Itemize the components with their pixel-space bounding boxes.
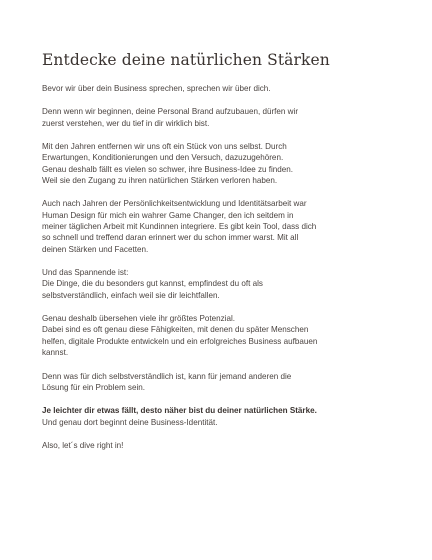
text-line: meiner täglichen Arbeit mit Kundinnen integriere. Es gibt kein Tool, dass dich — [42, 222, 317, 232]
text-line: Also, let´s dive right in! — [42, 440, 124, 450]
paragraph — [42, 313, 392, 359]
text-line: Erwartungen, Konditionierungen und den Versuch, dazuzugehören. — [42, 153, 284, 163]
paragraph — [42, 440, 392, 451]
paragraph — [42, 405, 392, 428]
body-text — [42, 83, 392, 451]
text-line: Weil sie den Zugang zu ihren natürlichen Stärken verloren haben. — [42, 176, 278, 186]
paragraph — [42, 267, 392, 301]
text-line: Dabei sind es oft genau diese Fähigkeiten, mit denen du später Menschen — [42, 325, 309, 335]
text-line: Genau deshalb fällt es vielen so schwer, ihre Business-Idee zu finden. — [42, 164, 294, 174]
paragraph — [42, 83, 392, 94]
text-line: deinen Stärken und Facetten. — [42, 244, 149, 254]
emphasized-line: Je leichter dir etwas fällt, desto näher bist du deiner natürlichen Stärke. — [42, 406, 317, 416]
text-line: Und das Spannende ist: — [42, 268, 129, 278]
text-line: Die Dinge, die du besonders gut kannst, empfindest du oft als — [42, 279, 263, 289]
text-line: Denn wenn wir beginnen, deine Personal Brand aufzubauen, dürfen wir — [42, 107, 299, 117]
text-line: helfen, digitale Produkte entwickeln und ein erfolgreiches Business aufbauen — [42, 336, 318, 346]
text-line: Genau deshalb übersehen viele ihr größtes Potenzial. — [42, 314, 236, 324]
text-line: Human Design für mich ein wahrer Game Changer, den ich seitdem in — [42, 210, 294, 220]
text-line: so schnell und treffend daran erinnert wer du schon immer warst. Mit all — [42, 233, 299, 243]
paragraph — [42, 198, 392, 255]
text-line: Bevor wir über dein Business sprechen, sprechen wir über dich. — [42, 84, 271, 93]
text-line: Mit den Jahren entfernen wir uns oft ein Stück von uns selbst. Durch — [42, 141, 287, 151]
paragraph — [42, 106, 392, 129]
paragraph — [42, 141, 392, 187]
paragraph — [42, 371, 392, 394]
text-line: zuerst verstehen, wer du tief in dir wirklich bist. — [42, 118, 210, 128]
text-line: Denn was für dich selbstverständlich ist, kann für jemand anderen die — [42, 371, 292, 381]
page-title: Entdecke deine natürlichen Stärken — [42, 51, 330, 69]
text-line: selbstverständlich, einfach weil sie dir leichtfallen. — [42, 290, 220, 300]
text-line: Und genau dort beginnt deine Business-Identität. — [42, 417, 218, 427]
text-line: kannst. — [42, 348, 69, 358]
text-line: Auch nach Jahren der Persönlichkeitsentwicklung und Identitätsarbeit war — [42, 199, 307, 209]
text-line: Lösung für ein Problem sein. — [42, 382, 146, 392]
